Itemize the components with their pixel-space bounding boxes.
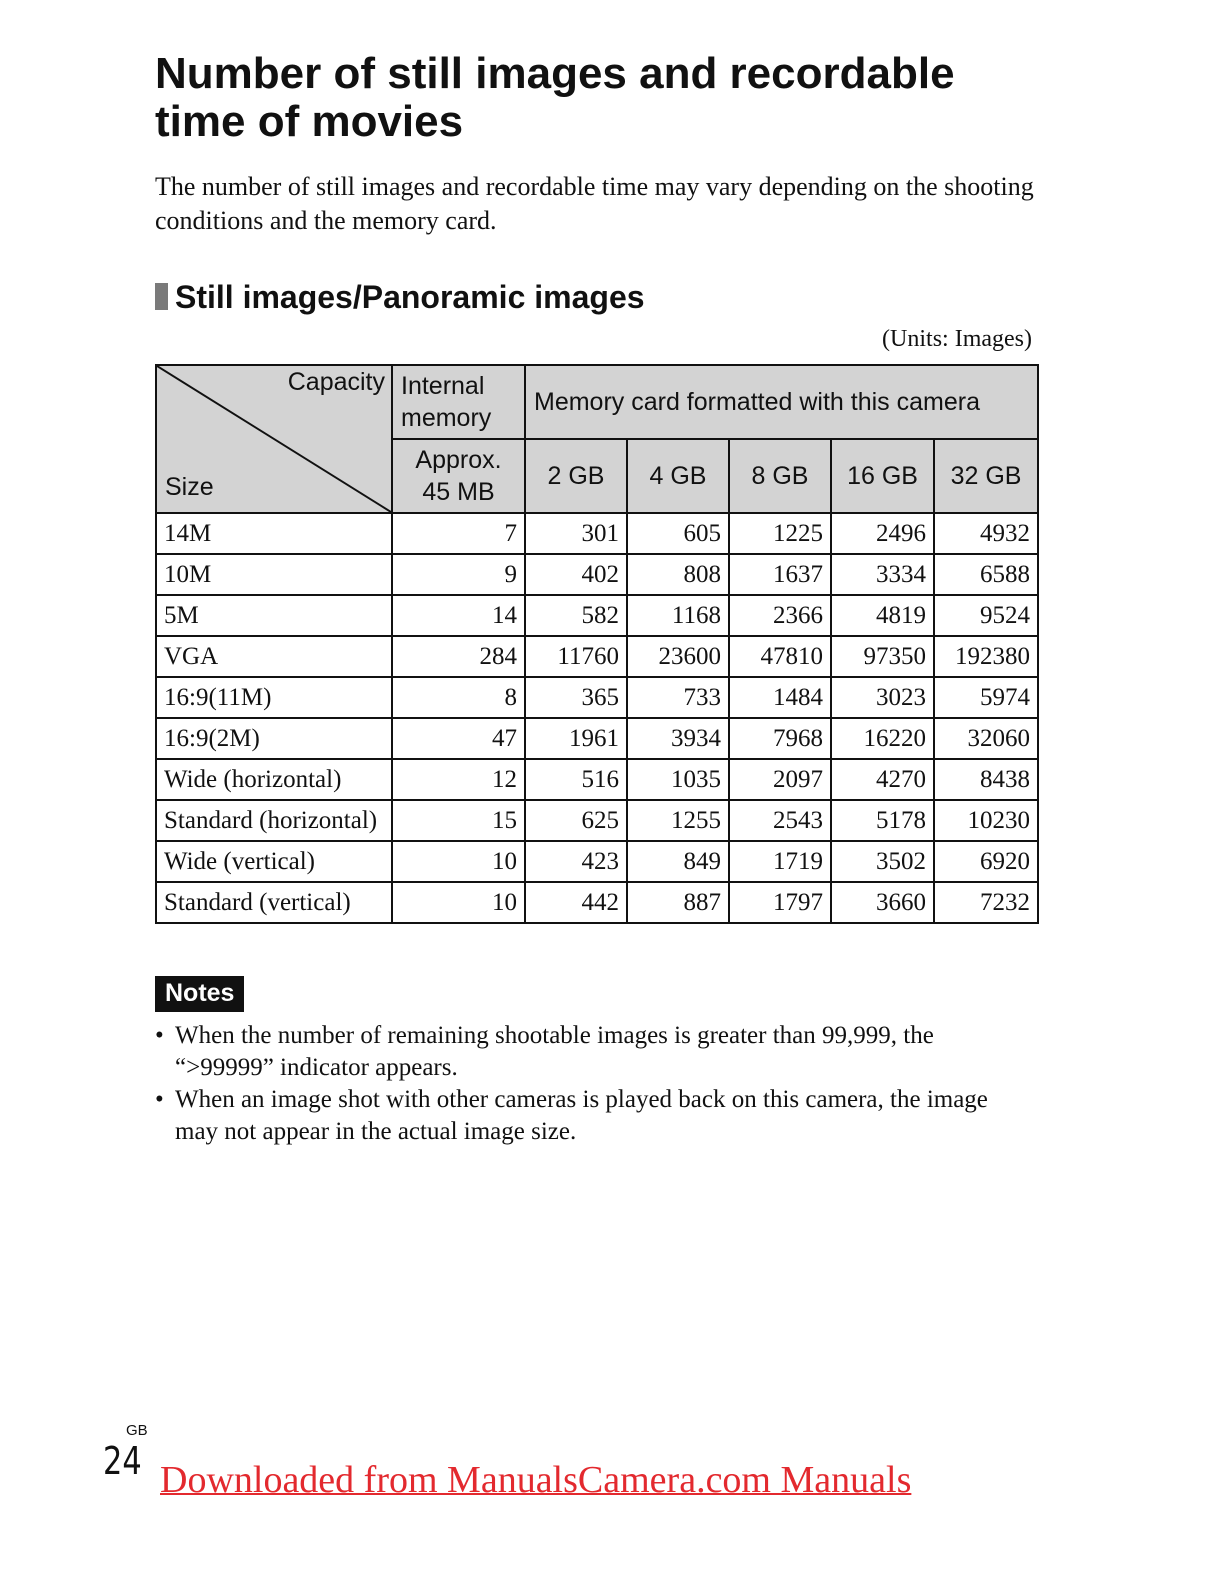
internal-memory-count: 8 — [392, 677, 525, 718]
size-label: Size — [165, 473, 214, 501]
card-image-count: 7968 — [729, 718, 831, 759]
card-image-count: 6920 — [934, 841, 1038, 882]
row-size-label: 5M — [156, 595, 392, 636]
card-image-count: 1168 — [627, 595, 729, 636]
row-size-label: 16:9(11M) — [156, 677, 392, 718]
internal-memory-count: 14 — [392, 595, 525, 636]
internal-memory-count: 47 — [392, 718, 525, 759]
card-image-count: 4932 — [934, 513, 1038, 554]
card-image-count: 6588 — [934, 554, 1038, 595]
table-row — [156, 554, 1038, 595]
card-image-count: 4270 — [831, 759, 934, 800]
row-size-label: VGA — [156, 636, 392, 677]
card-image-count: 605 — [627, 513, 729, 554]
row-size-label: Wide (horizontal) — [156, 759, 392, 800]
note-item: • When an image shot with other cameras is played back on this camera, the image may not appear in the actual image size. — [155, 1084, 1035, 1148]
card-image-count: 365 — [525, 677, 627, 718]
row-size-label: Wide (vertical) — [156, 841, 392, 882]
table-row — [156, 800, 1038, 841]
row-size-label: 14M — [156, 513, 392, 554]
card-image-count: 3660 — [831, 882, 934, 923]
table-row — [156, 595, 1038, 636]
card-image-count: 5178 — [831, 800, 934, 841]
section-heading-text: Still images/Panoramic images — [175, 279, 645, 315]
units-note: (Units: Images) — [882, 326, 1032, 352]
table-row — [156, 513, 1038, 554]
internal-memory-count: 284 — [392, 636, 525, 677]
card-image-count: 9524 — [934, 595, 1038, 636]
capacity-label: Capacity — [287, 368, 385, 396]
card-image-count: 516 — [525, 759, 627, 800]
card-image-count: 1637 — [729, 554, 831, 595]
card-capacity-header: 8 GB — [729, 439, 831, 513]
card-image-count: 442 — [525, 882, 627, 923]
card-image-count: 97350 — [831, 636, 934, 677]
card-image-count: 625 — [525, 800, 627, 841]
download-source-link[interactable]: Downloaded from ManualsCamera.com Manuals — [160, 1459, 912, 1501]
internal-memory-count: 7 — [392, 513, 525, 554]
table-body — [156, 513, 1038, 923]
card-image-count: 8438 — [934, 759, 1038, 800]
card-image-count: 1484 — [729, 677, 831, 718]
internal-memory-count: 10 — [392, 882, 525, 923]
card-image-count: 1719 — [729, 841, 831, 882]
card-image-count: 10230 — [934, 800, 1038, 841]
page-title: Number of still images and recordable time of movies — [155, 49, 955, 146]
card-image-count: 2097 — [729, 759, 831, 800]
card-image-count: 4819 — [831, 595, 934, 636]
row-size-label: 16:9(2M) — [156, 718, 392, 759]
internal-memory-count: 9 — [392, 554, 525, 595]
language-code: GB — [126, 1422, 148, 1439]
card-image-count: 887 — [627, 882, 729, 923]
card-image-count: 2496 — [831, 513, 934, 554]
card-image-count: 423 — [525, 841, 627, 882]
card-image-count: 808 — [627, 554, 729, 595]
notes-list — [155, 1020, 1035, 1148]
card-image-count: 16220 — [831, 718, 934, 759]
page-number: 24 — [103, 1439, 142, 1483]
row-size-label: Standard (horizontal) — [156, 800, 392, 841]
card-image-count: 402 — [525, 554, 627, 595]
heading-marker — [155, 283, 168, 310]
card-image-count: 3023 — [831, 677, 934, 718]
card-image-count: 3502 — [831, 841, 934, 882]
card-capacity-header: 16 GB — [831, 439, 934, 513]
card-image-count: 5974 — [934, 677, 1038, 718]
note-item: • When the number of remaining shootable images is greater than 99,999, the “>99999” indicator appears. — [155, 1020, 1035, 1084]
card-image-count: 301 — [525, 513, 627, 554]
corner-header-cell — [156, 365, 392, 513]
card-image-count: 11760 — [525, 636, 627, 677]
table-row — [156, 636, 1038, 677]
row-size-label: 10M — [156, 554, 392, 595]
table-row — [156, 718, 1038, 759]
memory-card-header: Memory card formatted with this camera — [525, 365, 1038, 439]
intro-text: The number of still images and recordable time may vary depending on the shooting conditions and the memory card. — [155, 172, 1034, 235]
card-image-count: 192380 — [934, 636, 1038, 677]
card-image-count: 2543 — [729, 800, 831, 841]
internal-memory-count: 15 — [392, 800, 525, 841]
card-image-count: 1797 — [729, 882, 831, 923]
still-images-table — [155, 364, 1039, 924]
card-image-count: 3934 — [627, 718, 729, 759]
card-image-count: 47810 — [729, 636, 831, 677]
table-row — [156, 841, 1038, 882]
card-image-count: 1225 — [729, 513, 831, 554]
card-image-count: 2366 — [729, 595, 831, 636]
card-image-count: 32060 — [934, 718, 1038, 759]
table-row — [156, 759, 1038, 800]
card-image-count: 733 — [627, 677, 729, 718]
section-heading — [155, 278, 645, 316]
card-image-count: 1035 — [627, 759, 729, 800]
card-capacity-header: 4 GB — [627, 439, 729, 513]
internal-memory-count: 12 — [392, 759, 525, 800]
card-image-count: 7232 — [934, 882, 1038, 923]
card-image-count: 23600 — [627, 636, 729, 677]
card-capacity-header: 32 GB — [934, 439, 1038, 513]
card-capacity-header: 2 GB — [525, 439, 627, 513]
table-row — [156, 882, 1038, 923]
card-image-count: 3334 — [831, 554, 934, 595]
notes-label: Notes — [155, 976, 244, 1012]
card-image-count: 582 — [525, 595, 627, 636]
row-size-label: Standard (vertical) — [156, 882, 392, 923]
internal-memory-count: 10 — [392, 841, 525, 882]
header-row — [156, 365, 1038, 439]
card-image-count: 1255 — [627, 800, 729, 841]
table-row — [156, 677, 1038, 718]
card-image-count: 1961 — [525, 718, 627, 759]
internal-capacity-header: Approx. 45 MB — [392, 439, 525, 513]
card-image-count: 849 — [627, 841, 729, 882]
internal-memory-header: Internal memory — [392, 365, 525, 439]
